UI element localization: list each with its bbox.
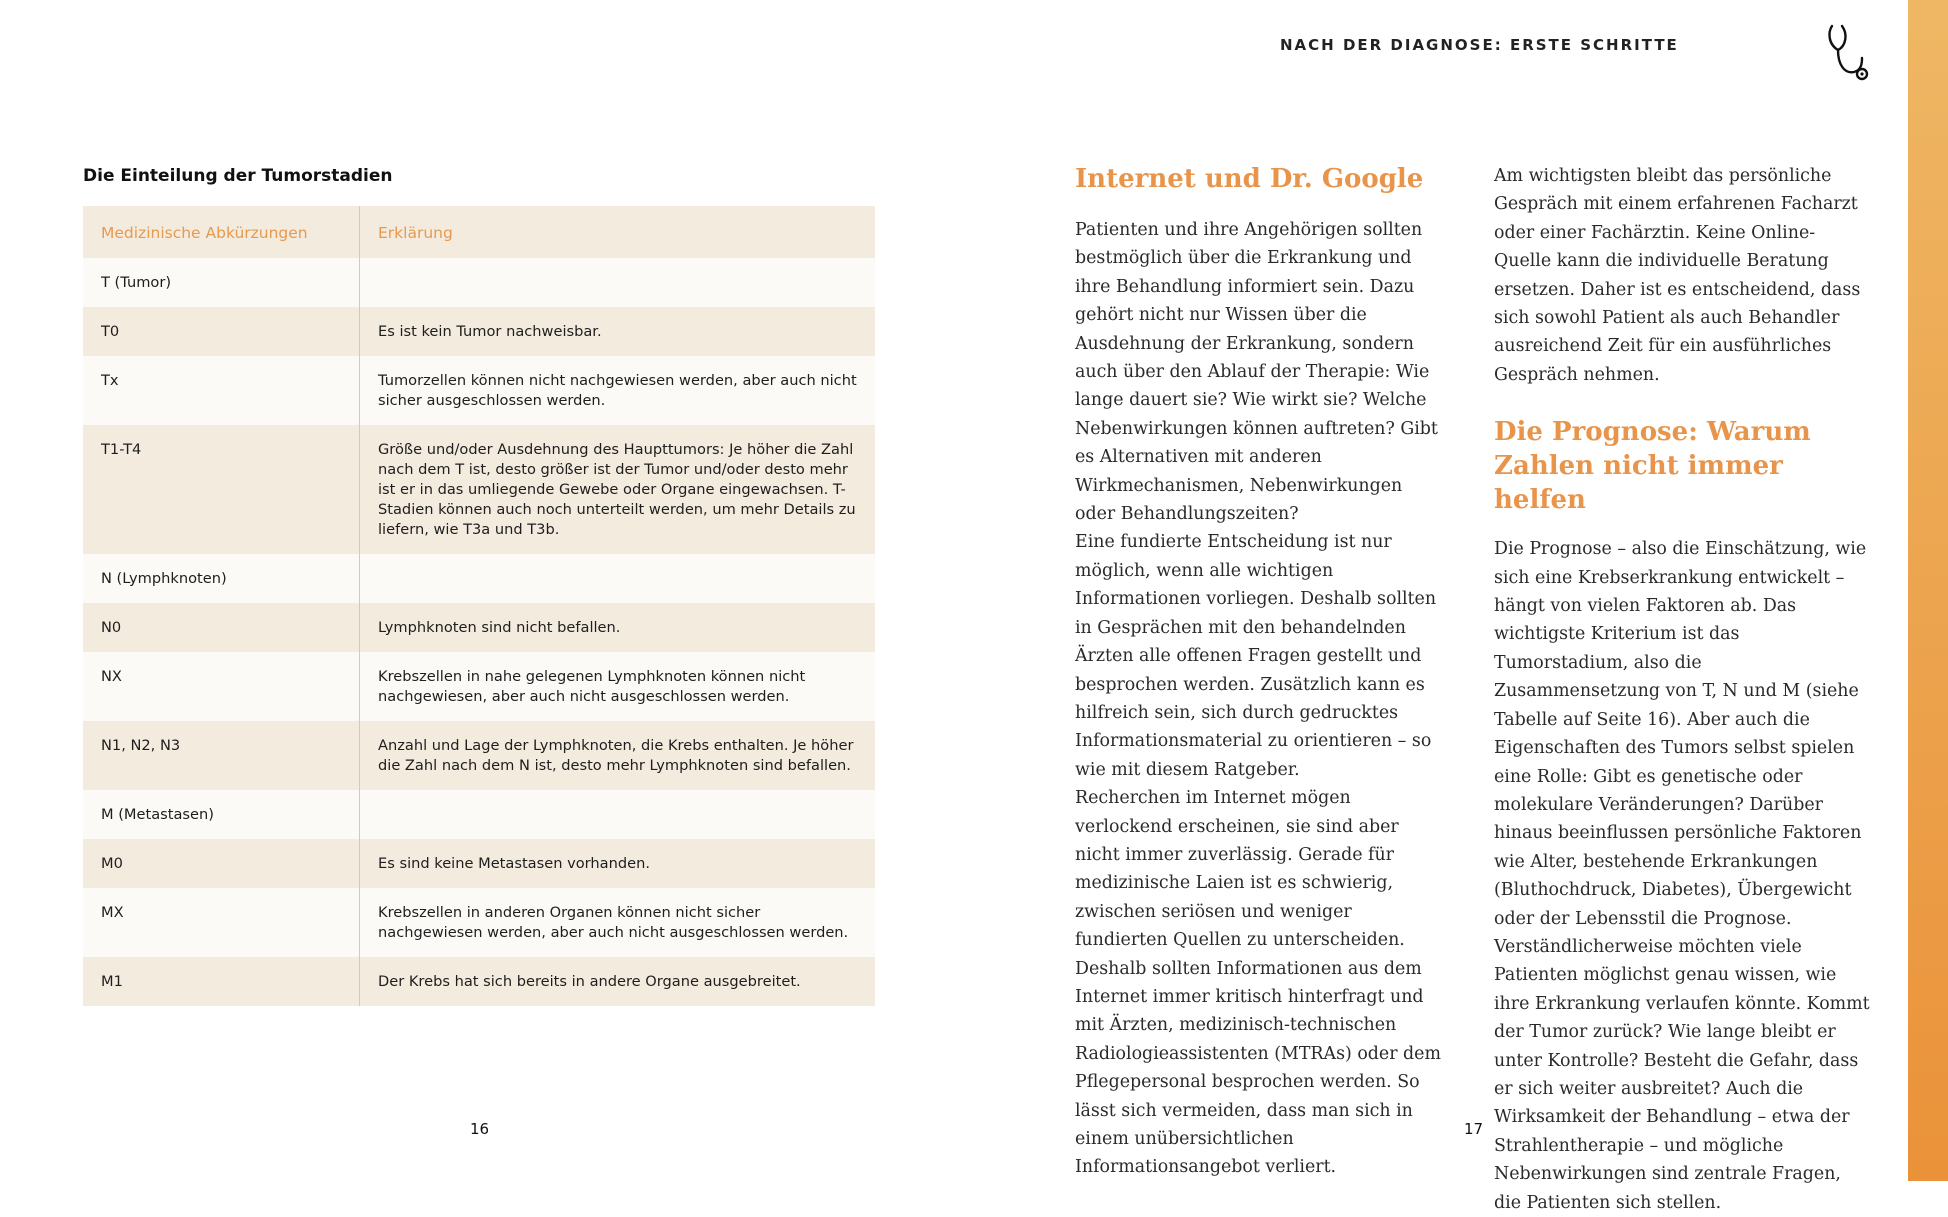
page-number-right: 17 (1464, 1120, 1484, 1138)
body-paragraph: Am wichtigsten bleibt das persönliche Gespräch mit einem erfahrenen Facharzt oder einer Fachärztin. Keine Online-Quelle kann die individuelle Beratung ersetzen. Daher ist es entscheidend, dass sich sowohl Patient als auch Behandler ausreichend Zeit für ein ausführliches Gespräch nehmen. (1494, 166, 1861, 385)
row-explanation: Anzahl und Lage der Lymphknoten, die Krebs enthalten. Je höher die Zahl nach dem N ist, desto mehr Lymphknoten sind befallen. (378, 737, 854, 774)
table-row (83, 652, 875, 721)
row-explanation: Lymphknoten sind nicht befallen. (378, 619, 621, 636)
column-header-explanation: Erklärung (378, 224, 453, 242)
row-abbr: N0 (83, 603, 360, 652)
stethoscope-icon (1826, 22, 1872, 82)
row-explanation (360, 554, 876, 603)
table-row (83, 258, 875, 307)
row-explanation: Krebszellen in anderen Organen können nicht sicher nachgewiesen werden, aber auch nicht ausgeschlossen werden. (378, 904, 849, 941)
row-abbr: T (Tumor) (83, 258, 360, 307)
row-explanation (360, 258, 876, 307)
text-column-1 (1075, 162, 1445, 1182)
body-paragraph: Eine fundierte Entscheidung ist nur möglich, wenn alle wichtigen Informationen vorliegen. Deshalb sollten in Gesprächen mit den behandelnden Ärzten alle offenen Fragen gestellt und besprochen werden. Zusätzlich kann es hilfreich sein, sich durch gedrucktes Informationsmaterial zu orientieren – so wie mit diesem Ratgeber. (1075, 532, 1437, 780)
page-edge-bar (1908, 0, 1948, 1181)
table-row (83, 839, 875, 888)
page-number-left: 16 (470, 1120, 490, 1138)
row-abbr: M0 (83, 839, 360, 888)
row-abbr: M1 (83, 957, 360, 1006)
table-row (83, 957, 875, 1006)
running-head: NACH DER DIAGNOSE: ERSTE SCHRITTE (1280, 36, 1679, 54)
table-row (83, 790, 875, 839)
row-abbr: T1-T4 (83, 425, 360, 554)
row-abbr: M (Metastasen) (83, 790, 360, 839)
row-explanation (360, 790, 876, 839)
section-heading: Die Prognose: Warum Zahlen nicht immer helfen (1494, 417, 1811, 516)
table-row (83, 888, 875, 957)
row-explanation: Der Krebs hat sich bereits in andere Organe ausgebreitet. (378, 973, 801, 990)
row-explanation: Krebszellen in nahe gelegenen Lymphknoten können nicht nachgewiesen, aber auch nicht ausgeschlossen werden. (378, 668, 806, 705)
row-abbr: NX (83, 652, 360, 721)
row-explanation: Es sind keine Metastasen vorhanden. (378, 855, 650, 872)
table-row (83, 425, 875, 554)
body-paragraph: Recherchen im Internet mögen verlockend erscheinen, sie sind aber nicht immer zuverlässig. Gerade für medizinische Laien ist es schwierig, zwischen seriösen und weniger fundierten Quellen zu unterscheiden. Deshalb sollten Informationen aus dem Internet immer kritisch hinterfragt und mit Ärzten, medizinisch-technischen Radiologieassistenten (MTRAs) oder dem Pflegepersonal besprochen werden. So lässt sich vermeiden, dass man sich in einem unübersichtlichen Informationsangebot verliert. (1075, 788, 1441, 1178)
table-row (83, 603, 875, 652)
table-row (83, 307, 875, 356)
row-explanation: Es ist kein Tumor nachweisbar. (378, 323, 602, 340)
table-row (83, 721, 875, 790)
row-explanation: Tumorzellen können nicht nachgewiesen werden, aber auch nicht sicher ausgeschlossen werden. (378, 372, 857, 409)
table-row (83, 356, 875, 425)
row-abbr: N1, N2, N3 (83, 721, 360, 790)
body-paragraph: Patienten und ihre Angehörigen sollten bestmöglich über die Erkrankung und ihre Behandlung informiert sein. Dazu gehört nicht nur Wissen über die Ausdehnung der Erkrankung, sondern auch über den Ablauf der Therapie: Wie lange dauert sie? Wie wirkt sie? Welche Nebenwirkungen können auftreten? Gibt es Alternativen mit anderen Wirkmechanismen, Nebenwirkungen oder Behandlungszeiten? (1075, 220, 1438, 525)
row-explanation: Größe und/oder Ausdehnung des Haupttumors: Je höher die Zahl nach dem T ist, desto größer ist der Tumor und/oder desto mehr ist er in das umliegende Gewebe oder Organe eingewachsen. T-Stadien können auch noch unterteilt werden, um mehr Details zu liefern, wie T3a und T3b. (378, 441, 856, 538)
column-header-abbr: Medizinische Abkürzungen (83, 206, 360, 258)
tumor-stage-table (83, 206, 875, 1006)
table-row (83, 554, 875, 603)
row-abbr: Tx (83, 356, 360, 425)
row-abbr: T0 (83, 307, 360, 356)
row-abbr: MX (83, 888, 360, 957)
row-abbr: N (Lymphknoten) (83, 554, 360, 603)
table-header-row (83, 206, 875, 258)
section-heading: Internet und Dr. Google (1075, 164, 1424, 194)
text-column-2 (1494, 162, 1872, 1217)
body-paragraph: Die Prognose – also die Einschätzung, wie sich eine Krebserkrankung entwickelt – hängt von vielen Faktoren ab. Das wichtigste Kriterium ist das Tumorstadium, also die Zusammensetzung von T, N und M (siehe Tabelle auf Seite 16). Aber auch die Eigenschaften des Tumors selbst spielen eine Rolle: Gibt es genetische oder molekulare Veränderungen? Darüber hinaus beeinflussen persönliche Faktoren wie Alter, bestehende Erkrankungen (Bluthochdruck, Diabetes), Übergewicht oder der Lebensstil die Prognose. (1494, 539, 1867, 929)
body-paragraph: Verständlicherweise möchten viele Patienten möglichst genau wissen, wie ihre Erkrankung verlaufen könnte. Kommt der Tumor zurück? Wie lange bleibt er unter Kontrolle? Besteht die Gefahr, dass er sich weiter ausbreitet? Auch die Wirksamkeit der Behandlung – etwa der Strahlentherapie – und mögliche Nebenwirkungen sind zentrale Fragen, die Patienten sich stellen. (1494, 936, 1870, 1213)
table-title: Die Einteilung der Tumorstadien (83, 166, 393, 186)
